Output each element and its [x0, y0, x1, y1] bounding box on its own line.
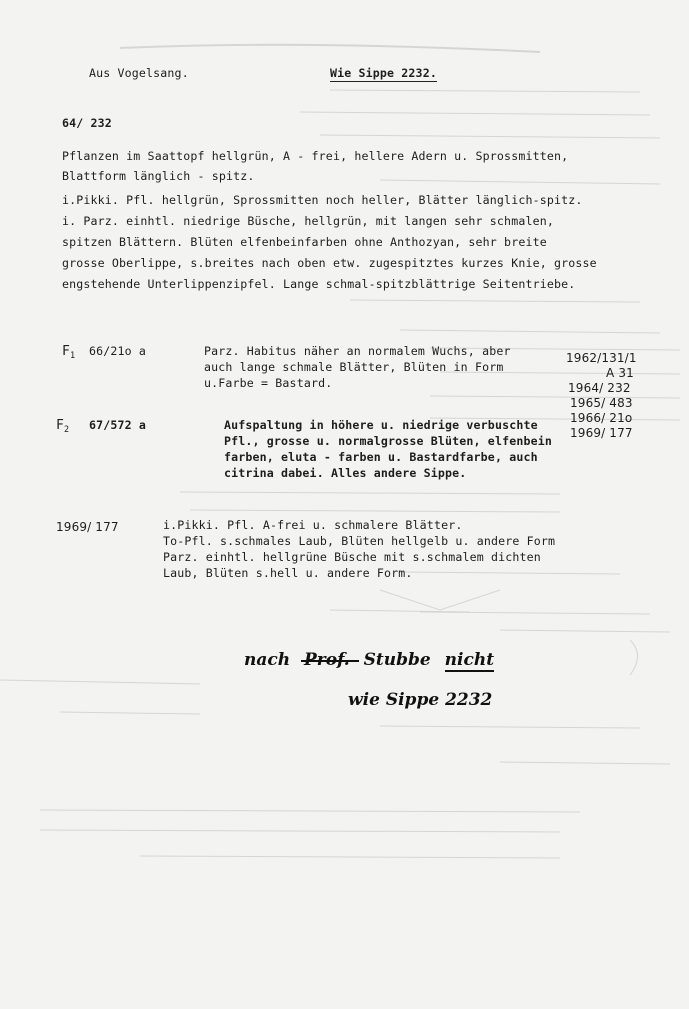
f1-gen-letter: F: [62, 344, 70, 359]
f2-generation-label: [56, 418, 69, 433]
f2-code: 67/572 a: [89, 418, 147, 432]
f2-note-line: Pfl., grosse u. normalgrosse Blüten, elfenbein: [224, 434, 552, 448]
lineage-entry: 1966/ 21o: [570, 411, 633, 425]
f1-note-line: auch lange schmale Blätter, Blüten in Form: [204, 360, 504, 374]
entry-1969-line: Parz. einhtl. hellgrüne Büsche mit s.schmalem dichten: [163, 550, 541, 564]
source-label: Aus Vogelsang.: [89, 66, 189, 80]
strikethrough-mark: [301, 660, 359, 662]
entry-1969-line: To-Pfl. s.schmales Laub, Blüten hellgelb u. andere Form: [163, 534, 556, 548]
handwritten-note-line-2: wie Sippe 2232: [348, 690, 493, 710]
f2-gen-letter: F: [56, 418, 64, 433]
f1-code: 66/21o a: [89, 344, 147, 358]
entry-1969-code: 1969/ 177: [56, 520, 119, 534]
sippe-relation-text: Wie Sippe 2232.: [330, 66, 437, 80]
lineage-entry: 1965/ 483: [570, 396, 633, 410]
sippe-relation: [330, 66, 437, 80]
handwritten-struck-text: Prof.: [304, 650, 350, 670]
handwritten-word: nach: [244, 650, 291, 670]
description-line: grosse Oberlippe, s.breites nach oben etw. zugespitztes kurzes Knie, grosse: [62, 256, 597, 270]
f2-note-line: citrina dabei. Alles andere Sippe.: [224, 466, 467, 480]
description-line: Blattform länglich - spitz.: [62, 169, 255, 183]
f1-generation-label: [62, 344, 75, 359]
f1-note-line: Parz. Habitus näher an normalem Wuchs, aber: [204, 344, 511, 358]
f1-gen-sub: 1: [69, 351, 76, 361]
record-number: 64/ 232: [62, 116, 112, 130]
f2-note-line: farben, eluta - farben u. Bastardfarbe, auch: [224, 450, 538, 464]
description-line: engstehende Unterlippenzipfel. Lange schmal-spitzblättrige Seitentriebe.: [62, 277, 576, 291]
description-line: i. Parz. einhtl. niedrige Büsche, hellgrün, mit langen sehr schmalen,: [62, 214, 554, 228]
lineage-entry: 1964/ 232: [568, 381, 631, 395]
lineage-entry: 1962/131/1: [566, 351, 637, 365]
f2-gen-sub: 2: [63, 425, 70, 435]
handwritten-note-line-1: [244, 650, 494, 670]
handwritten-underlined-word: nicht: [444, 650, 495, 670]
f1-note-line: u.Farbe = Bastard.: [204, 376, 333, 390]
entry-1969-line: i.Pikki. Pfl. A-frei u. schmalere Blätter.: [163, 518, 463, 532]
lineage-entry: 1969/ 177: [570, 426, 633, 440]
handwritten-struck-word: [304, 650, 356, 670]
description-line: i.Pikki. Pfl. hellgrün, Sprossmitten noch heller, Blätter länglich-spitz.: [62, 193, 583, 207]
description-line: spitzen Blättern. Blüten elfenbeinfarben ohne Anthozyan, sehr breite: [62, 235, 547, 249]
entry-1969-line: Laub, Blüten s.hell u. andere Form.: [163, 566, 413, 580]
description-line: Pflanzen im Saattopf hellgrün, A - frei, hellere Adern u. Sprossmitten,: [62, 149, 569, 163]
f2-note-line: Aufspaltung in höhere u. niedrige verbuschte: [224, 418, 538, 432]
handwritten-word: Stubbe: [363, 650, 431, 670]
lineage-entry: A 31: [606, 366, 634, 380]
